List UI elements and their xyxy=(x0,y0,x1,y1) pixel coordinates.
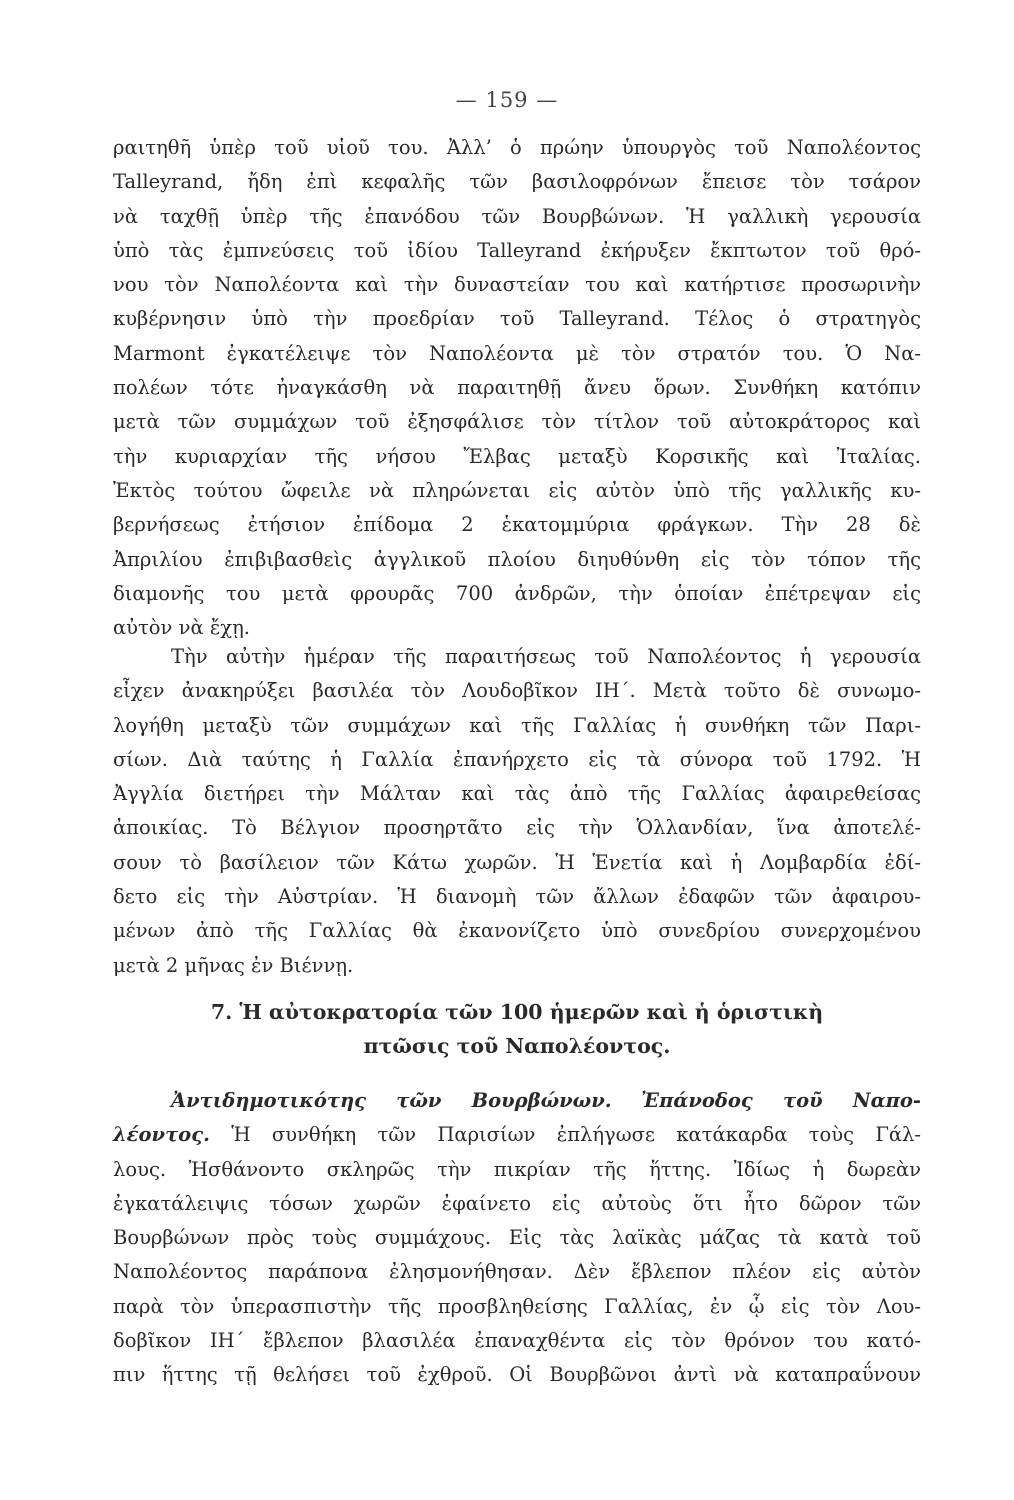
page-number: — 159 — xyxy=(455,88,559,112)
section-heading-line: πτῶσις τοῦ Ναπολέοντος. xyxy=(363,1034,671,1058)
section-heading xyxy=(113,995,921,1063)
text-line: Τὴν αὐτὴν ἡμέραν τῆς παραιτήσεως τοῦ Ναπολέοντος ἡ γερουσία xyxy=(171,645,921,668)
text-line: εἶχεν ἀνακηρύξει βασιλέα τὸν Λουδοβῖκον ΙΗ΄. Μετὰ τοῦτο δὲ συνωμο- xyxy=(113,679,921,703)
text-line: μένων ἀπὸ τῆς Γαλλίας θὰ ἐκανονίζετο ὑπὸ συνεδρίου συνερχομένου xyxy=(113,919,921,943)
text-line: νου τὸν Ναπολέοντα καὶ τὴν δυναστείαν του καὶ κατήρτισε προσωρινὴν xyxy=(113,273,921,297)
text-line: λους. Ἠσθάνοντο σκληρῶς τὴν πικρίαν τῆς ἥττης. Ἰδίως ἡ δωρεὰν xyxy=(113,1157,921,1181)
text-line: αὐτὸν νὰ ἔχῃ. xyxy=(113,616,250,640)
lead-phrase: Ἐπάνοδος τοῦ Ναπο- xyxy=(641,1089,922,1112)
lead-phrase: Ἀντιδημοτικότης τῶν Βουρβώνων. xyxy=(171,1089,612,1112)
lead-phrase: λέοντος. xyxy=(113,1123,210,1147)
paragraph-3 xyxy=(113,1084,921,1393)
text-run: Ἡ συνθήκη τῶν Παρισίων ἐπλήγωσε κατάκαρδα τοὺς Γάλ- xyxy=(231,1123,921,1147)
text-line xyxy=(113,1118,921,1152)
text-line: Βουρβώνων πρὸς τοὺς συμμάχους. Εἰς τὰς λαϊκὰς μάζας τὰ κατὰ τοῦ xyxy=(113,1226,921,1250)
text-line: πολέων τότε ἠναγκάσθη νὰ παραιτηθῇ ἄνευ ὅρων. Συνθήκη κατόπιν xyxy=(113,376,921,400)
text-line: διαμονῆς του μετὰ φρουρᾶς 700 ἀνδρῶν, τὴν ὁποίαν ἐπέτρεψαν εἰς xyxy=(113,581,921,605)
paragraph-2 xyxy=(113,640,921,983)
section-heading-line: 7. Ἡ αὐτοκρατορία τῶν 100 ἡμερῶν καὶ ἡ ὁριστικὴ xyxy=(210,1000,824,1024)
text-line: σίων. Διὰ ταύτης ἡ Γαλλία ἐπανήρχετο εἰς τὰ σύνορα τοῦ 1792. Ἡ xyxy=(113,747,921,771)
text-line: ὑπὸ τὰς ἐμπνεύσεις τοῦ ἰδίου Talleyrand ἐκήρυξεν ἔκπτωτον τοῦ θρό- xyxy=(113,238,921,262)
text-line: ἀποικίας. Τὸ Βέλγιον προσηρτᾶτο εἰς τὴν Ὁλλανδίαν, ἵνα ἀποτελέ- xyxy=(113,816,921,840)
text-line: Talleyrand, ἤδη ἐπὶ κεφαλῆς τῶν βασιλοφρόνων ἔπεισε τὸν τσάρον xyxy=(113,170,921,194)
text-line: Ναπολέοντος παράπονα ἐλησμονήθησαν. Δὲν ἔβλεπον πλέον εἰς αὐτὸν xyxy=(113,1260,921,1284)
text-line: δοβῖκον ΙΗ΄ ἔβλεπον βλασιλέα ἐπαναχθέντα εἰς τὸν θρόνον του κατό- xyxy=(113,1329,921,1353)
text-line: τὴν κυριαρχίαν τῆς νήσου Ἔλβας μεταξὺ Κορσικῆς καὶ Ἰταλίας. xyxy=(113,444,921,468)
text-line: παρὰ τὸν ὑπερασπιστὴν τῆς προσβληθείσης Γαλλίας, ἐν ᾧ εἰς τὸν Λου- xyxy=(113,1294,921,1318)
text-line xyxy=(113,1084,921,1118)
text-line: Ἀπριλίου ἐπιβιβασθεὶς ἀγγλικοῦ πλοίου διηυθύνθη εἰς τὸν τόπον τῆς xyxy=(113,547,921,571)
text-line: πιν ἥττης τῇ θελήσει τοῦ ἐχθροῦ. Οἱ Βουρβῶνοι ἀντὶ νὰ καταπραΰνουν xyxy=(113,1363,921,1387)
text-line: μετὰ 2 μῆνας ἐν Βιέννῃ. xyxy=(113,953,354,977)
text-line: λογήθη μεταξὺ τῶν συμμάχων καὶ τῆς Γαλλίας ἡ συνθήκη τῶν Παρι- xyxy=(113,713,921,737)
text-line: σουν τὸ βασίλειον τῶν Κάτω χωρῶν. Ἡ Ἑνετία καὶ ἡ Λομβαρδία ἐδί- xyxy=(113,850,921,874)
text-line: ἐγκατάλειψις τόσων χωρῶν ἐφαίνετο εἰς αὐτοὺς ὅτι ἦτο δῶρον τῶν xyxy=(113,1191,921,1215)
text-line: νὰ ταχθῇ ὑπὲρ τῆς ἐπανόδου τῶν Βουρβώνων. Ἡ γαλλικὴ γερουσία xyxy=(113,204,921,228)
text-line: βερνήσεως ἐτήσιον ἐπίδομα 2 ἑκατομμύρια φράγκων. Τὴν 28 δὲ xyxy=(113,513,921,537)
text-line: Marmont ἐγκατέλειψε τὸν Ναπολέοντα μὲ τὸν στρατόν του. Ὁ Να- xyxy=(113,341,921,365)
text-line: Ἐκτὸς τούτου ὤφειλε νὰ πληρώνεται εἰς αὐτὸν ὑπὸ τῆς γαλλικῆς κυ- xyxy=(113,478,921,502)
text-line: δετο εἰς τὴν Αὐστρίαν. Ἡ διανομὴ τῶν ἄλλων ἐδαφῶν τῶν ἀφαιρου- xyxy=(113,885,921,909)
text-line: μετὰ τῶν συμμάχων τοῦ ἐξησφάλισε τὸν τίτλον τοῦ αὐτοκράτορος καὶ xyxy=(113,410,921,434)
text-line: κυβέρνησιν ὑπὸ τὴν προεδρίαν τοῦ Talleyrand. Τέλος ὁ στρατηγὸς xyxy=(113,307,921,331)
text-line: Ἀγγλία διετήρει τὴν Μάλταν καὶ τὰς ἀπὸ τῆς Γαλλίας ἀφαιρεθείσας xyxy=(113,782,921,806)
text-line: ραιτηθῆ ὑπὲρ τοῦ υἱοῦ του. Ἀλλ’ ὁ πρώην ὑπουργὸς τοῦ Ναπολέοντος xyxy=(113,136,921,159)
paragraph-1 xyxy=(113,131,921,645)
